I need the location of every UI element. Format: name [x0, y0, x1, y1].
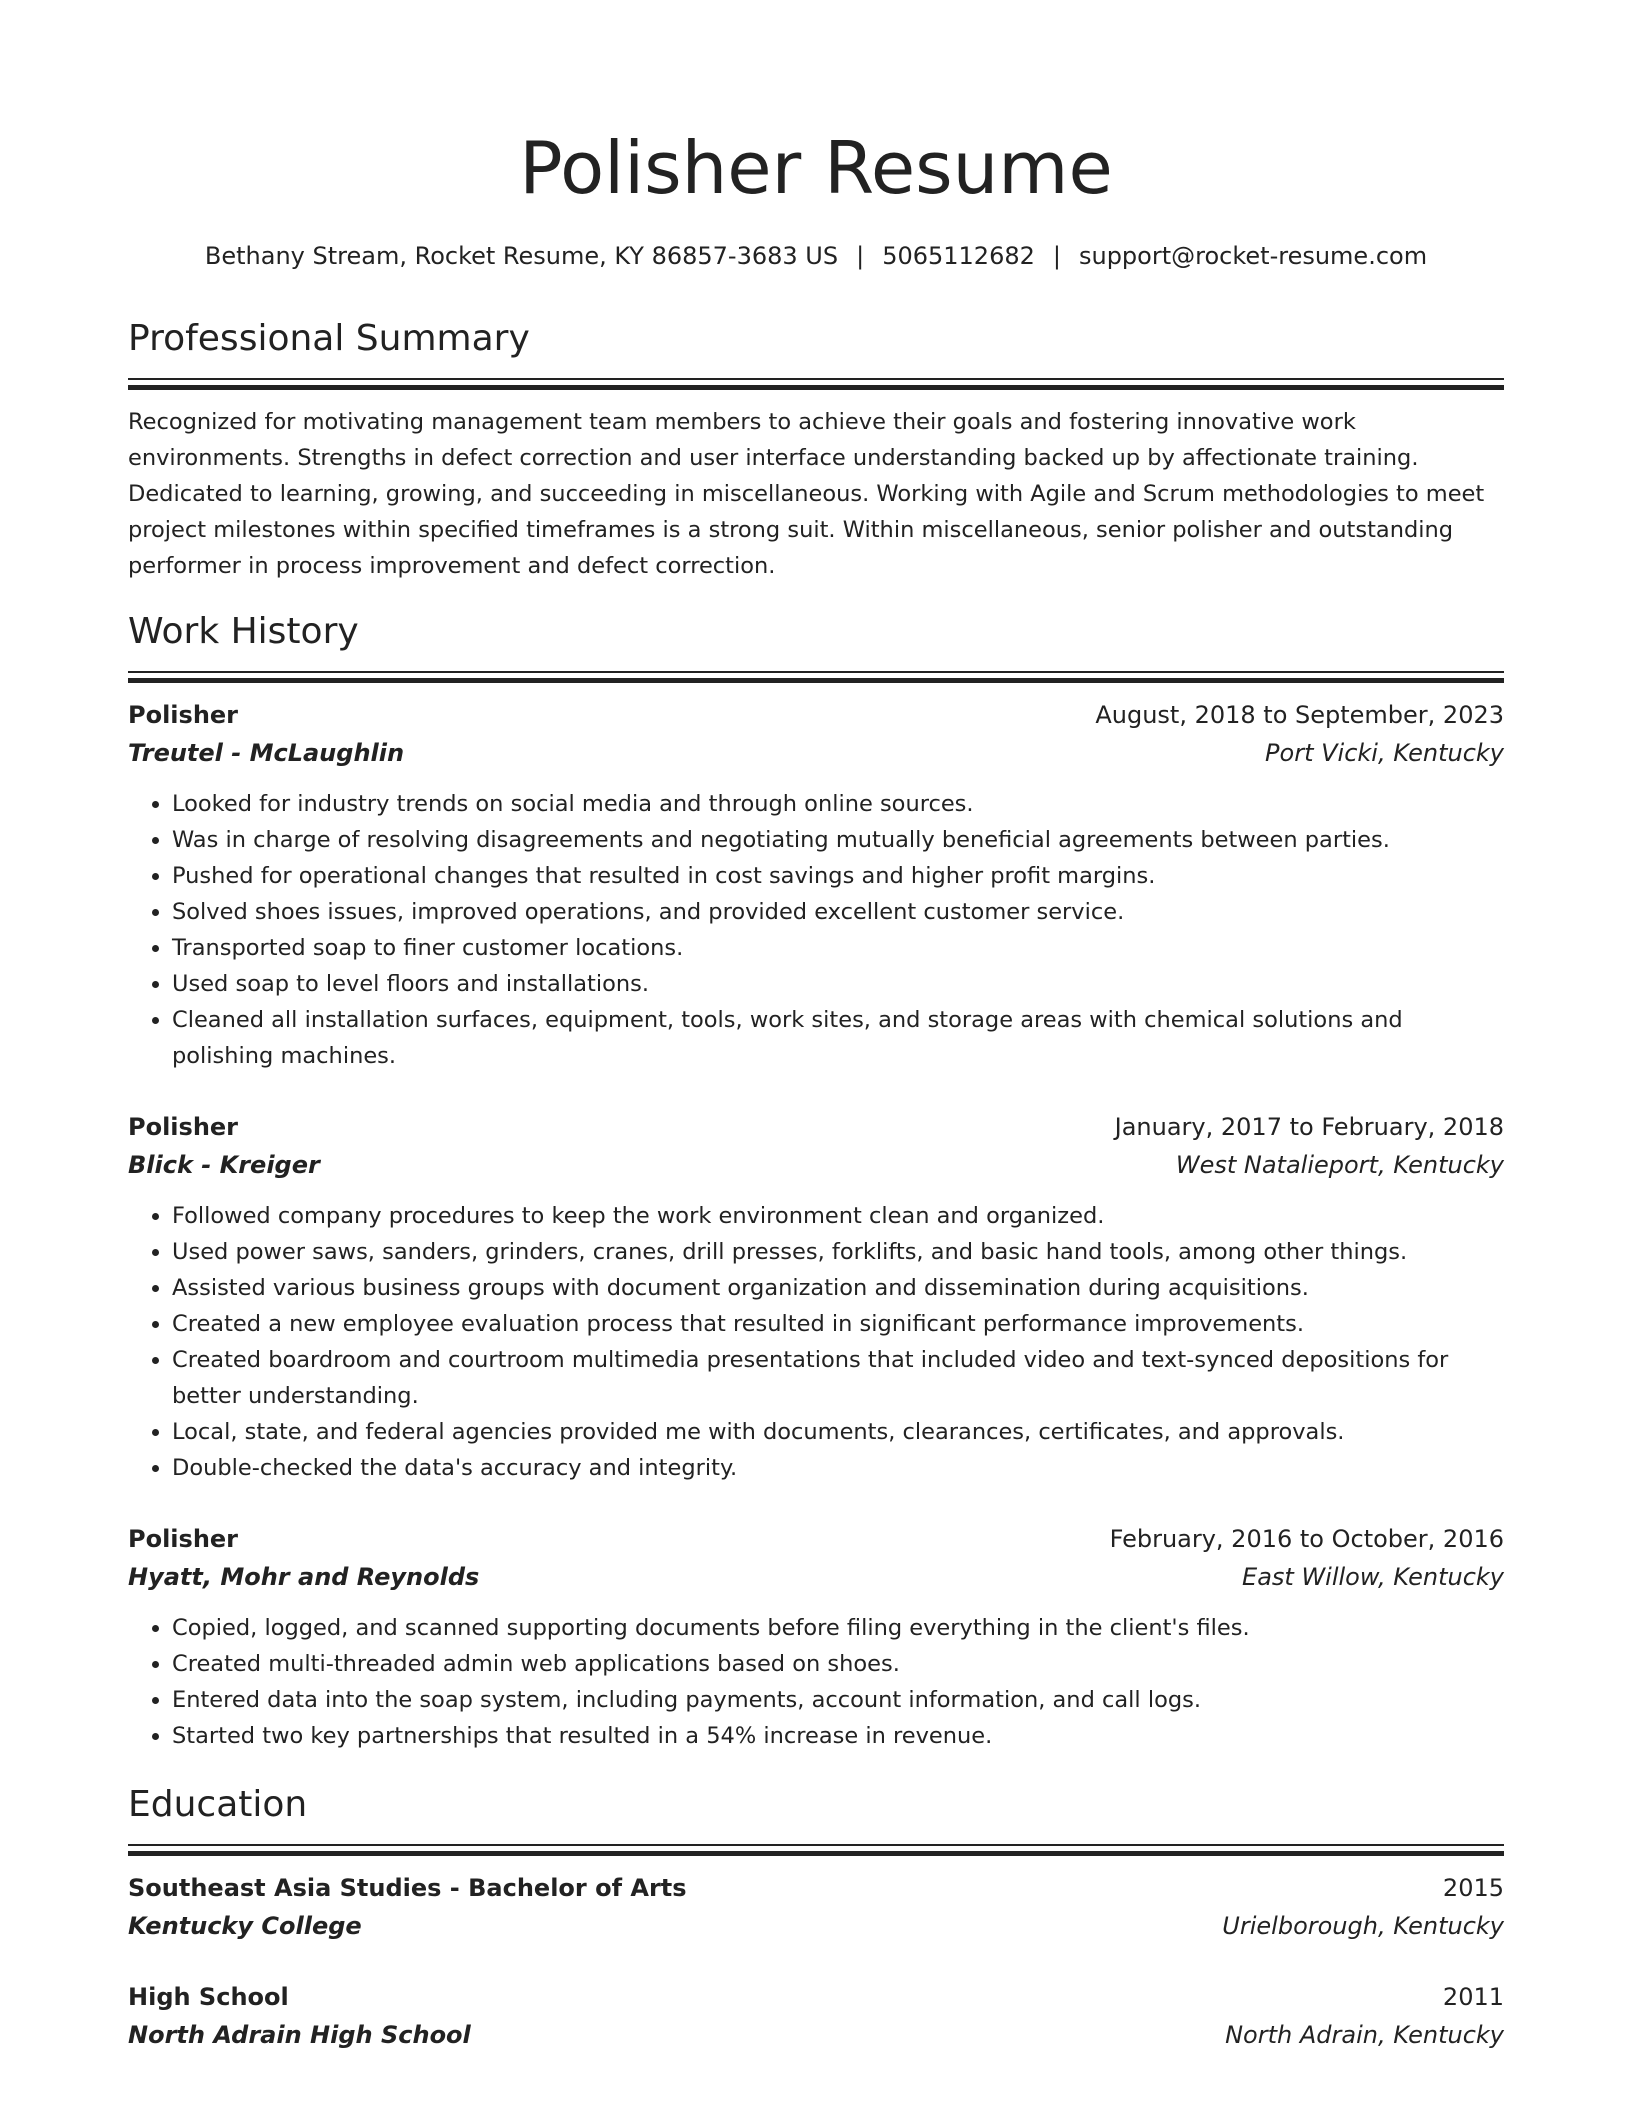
list-item: • Copied, logged, and scanned supporting documents before filing everything in the client's files. [172, 1610, 1504, 1646]
contact-phone: 5065112682 [882, 242, 1035, 270]
section-divider [128, 671, 1504, 683]
job-header-row [128, 1108, 1504, 1146]
education-location: North Adrain, Kentucky [1225, 2021, 1504, 2049]
list-item: • Used soap to level floors and installations. [172, 966, 1504, 1002]
contact-line [128, 236, 1504, 276]
job-bullets [128, 1198, 1504, 1486]
contact-separator: | [856, 242, 865, 270]
list-item: • Pushed for operational changes that resulted in cost savings and higher profit margins. [172, 858, 1504, 894]
section-divider [128, 1844, 1504, 1856]
list-item: • Created boardroom and courtroom multimedia presentations that included video and text-synced depositions for better understanding. [172, 1342, 1504, 1414]
summary-text: Recognized for motivating management team members to achieve their goals and fostering innovative work environments. Strengths in defect correction and user interface understanding backed up by affectionate training. Dedicated to learning, growing, and succeeding in miscellaneous. Working with Agile and Scrum methodologies to meet project milestones within specified timeframes is a strong suit. Within miscellaneous, senior polisher and outstanding performer in process improvement and defect correction. [128, 409, 1485, 579]
list-item: • Solved shoes issues, improved operations, and provided excellent customer service. [172, 894, 1504, 930]
work-history-heading: Work History [128, 611, 359, 652]
job-company: Hyatt, Mohr and Reynolds [128, 1563, 480, 1591]
education-school: North Adrain High School [128, 2021, 471, 2049]
job-location: East Willow, Kentucky [1242, 1563, 1504, 1591]
list-item: • Started two key partnerships that resulted in a 54% increase in revenue. [172, 1718, 1504, 1754]
job-header-row [128, 1520, 1504, 1558]
list-item: • Followed company procedures to keep the work environment clean and organized. [172, 1198, 1504, 1234]
list-item: • Transported soap to finer customer locations. [172, 930, 1504, 966]
job-company-row [128, 1558, 1504, 1596]
job-dates: August, 2018 to September, 2023 [1095, 701, 1504, 729]
list-item: • Double-checked the data's accuracy and integrity. [172, 1450, 1504, 1486]
list-item: • Used power saws, sanders, grinders, cranes, drill presses, forklifts, and basic hand tools, among other things. [172, 1234, 1504, 1270]
job-company-row [128, 734, 1504, 772]
job-entry [128, 696, 1504, 1074]
job-bullets [128, 786, 1504, 1074]
education-school-row [128, 2016, 1504, 2054]
work-history-section [128, 607, 1504, 683]
job-header-row [128, 696, 1504, 734]
education-header-row [128, 1869, 1504, 1907]
education-entry [128, 1978, 1504, 2054]
education-entry [128, 1869, 1504, 1945]
job-role: Polisher [128, 701, 239, 729]
summary-heading: Professional Summary [128, 318, 530, 359]
job-location: West Natalieport, Kentucky [1175, 1151, 1504, 1179]
list-item: • Cleaned all installation surfaces, equipment, tools, work sites, and storage areas with chemical solutions and polishing machines. [172, 1002, 1504, 1074]
list-item: • Created multi-threaded admin web applications based on shoes. [172, 1646, 1504, 1682]
list-item: • Was in charge of resolving disagreements and negotiating mutually beneficial agreements between parties. [172, 822, 1504, 858]
education-year: 2011 [1442, 1983, 1504, 2011]
job-dates: January, 2017 to February, 2018 [1114, 1113, 1504, 1141]
list-item: • Assisted various business groups with document organization and dissemination during acquisitions. [172, 1270, 1504, 1306]
job-dates: February, 2016 to October, 2016 [1109, 1525, 1504, 1553]
summary-section [128, 314, 1504, 584]
education-heading: Education [128, 1784, 308, 1825]
list-item: • Local, state, and federal agencies provided me with documents, clearances, certificates, and approvals. [172, 1414, 1504, 1450]
contact-separator: | [1052, 242, 1061, 270]
education-header-row [128, 1978, 1504, 2016]
job-role: Polisher [128, 1525, 239, 1553]
list-item: • Entered data into the soap system, including payments, account information, and call logs. [172, 1682, 1504, 1718]
education-degree: High School [128, 1983, 289, 2011]
education-section [128, 1780, 1504, 1856]
education-location: Urielborough, Kentucky [1222, 1912, 1504, 1940]
education-school: Kentucky College [128, 1912, 362, 1940]
job-company-row [128, 1146, 1504, 1184]
job-company: Blick - Kreiger [128, 1151, 320, 1179]
education-degree: Southeast Asia Studies - Bachelor of Arts [128, 1874, 687, 1902]
resume-title: Polisher Resume [519, 126, 1113, 210]
job-role: Polisher [128, 1113, 239, 1141]
section-divider [128, 378, 1504, 390]
job-entry [128, 1520, 1504, 1754]
list-item: • Looked for industry trends on social media and through online sources. [172, 786, 1504, 822]
job-location: Port Vicki, Kentucky [1265, 739, 1504, 767]
contact-address: Bethany Stream, Rocket Resume, KY 86857-3683 US [204, 242, 839, 270]
education-year: 2015 [1442, 1874, 1504, 1902]
list-item: • Created a new employee evaluation process that resulted in significant performance improvements. [172, 1306, 1504, 1342]
job-entry [128, 1108, 1504, 1486]
education-school-row [128, 1907, 1504, 1945]
contact-email: support@rocket-resume.com [1078, 242, 1428, 270]
job-bullets [128, 1610, 1504, 1754]
job-company: Treutel - McLaughlin [128, 739, 405, 767]
